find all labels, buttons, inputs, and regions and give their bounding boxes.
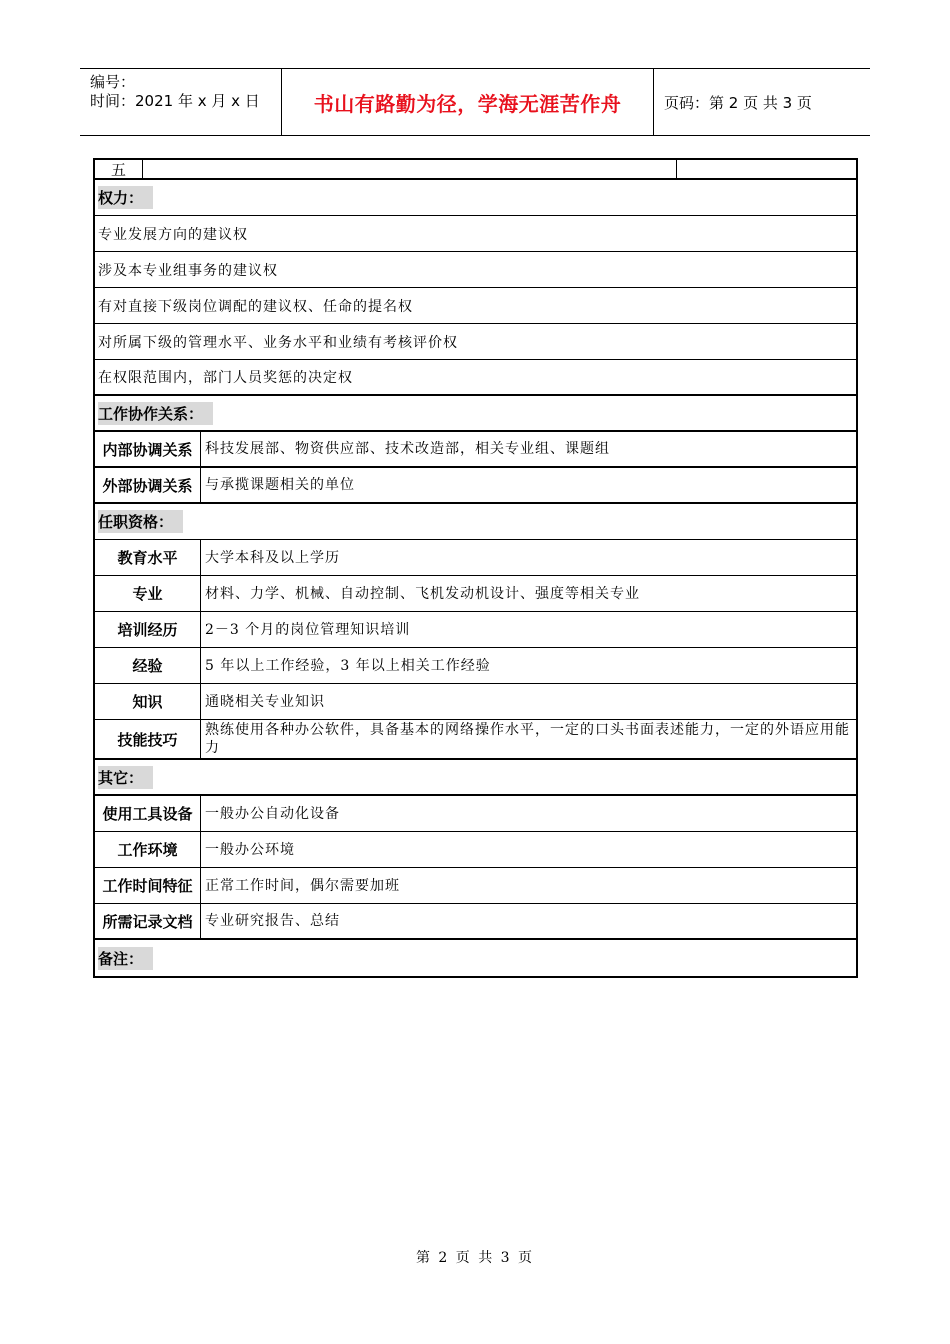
row-label: 经验 [95,648,201,683]
job-description-table [93,158,858,978]
row-label: 知识 [95,684,201,719]
section-title: 权力： [98,186,153,209]
header-page-number: 页码：第 2 页 共 3 页 [664,93,812,112]
section-header-collab [95,396,856,432]
empty-cell [677,160,856,178]
header-slogan: 书山有路勤为径，学海无涯苦作舟 [282,69,654,135]
row-label: 外部协调关系 [95,468,201,502]
list-item [95,360,856,396]
section-title: 工作协作关系： [98,402,213,425]
power-item: 有对直接下级岗位调配的建议权、任命的提名权 [98,298,413,315]
section-title: 任职资格： [98,510,183,533]
table-row [95,432,856,468]
page-header [80,68,870,136]
row-label: 技能技巧 [95,720,201,758]
row-value: 熟练使用各种办公软件，具备基本的网络操作水平，一定的口头书面表述能力，一定的外语应用能力 [205,722,850,756]
power-item: 专业发展方向的建议权 [98,226,248,243]
row-label: 使用工具设备 [95,796,201,831]
section-title: 备注： [98,947,153,970]
row-label: 专业 [95,576,201,611]
table-row [95,612,856,648]
row-value: 专业研究报告、总结 [205,913,340,929]
header-meta [80,69,282,135]
row-label: 培训经历 [95,612,201,647]
row-value: 科技发展部、物资供应部、技术改造部，相关专业组、课题组 [205,441,610,457]
page-footer: 第 2 页 共 3 页 [415,1250,535,1266]
table-row [95,832,856,868]
row-value: 正常工作时间，偶尔需要加班 [205,877,400,894]
table-row [95,468,856,504]
number-label: 编号： [90,73,136,91]
row-value: 通晓相关专业知识 [205,693,325,710]
table-row [95,720,856,760]
row-value: 材料、力学、机械、自动控制、飞机发动机设计、强度等相关专业 [205,585,640,602]
row-value: 大学本科及以上学历 [205,549,340,566]
section-header-other [95,760,856,796]
power-item: 涉及本专业组事务的建议权 [98,262,278,279]
section-title: 其它： [98,766,153,789]
power-item: 在权限范围内，部门人员奖惩的决定权 [98,370,353,386]
row-label: 所需记录文档 [95,904,201,938]
row-number: 五 [95,160,143,178]
list-item [95,216,856,252]
list-item [95,252,856,288]
section-header-qualification [95,504,856,540]
row-label: 工作时间特征 [95,868,201,903]
time-label: 时间：2021 年 x 月 x 日 [90,92,260,110]
row-label: 工作环境 [95,832,201,867]
table-row [95,684,856,720]
row-label: 教育水平 [95,540,201,575]
empty-cell [143,160,677,178]
table-row [95,160,856,180]
row-label: 内部协调关系 [95,432,201,466]
row-value: 与承揽课题相关的单位 [205,477,355,493]
row-value: 2－3 个月的岗位管理知识培训 [205,621,411,638]
table-row [95,540,856,576]
section-header-remark [95,940,856,976]
row-value: 5 年以上工作经验，3 年以上相关工作经验 [205,657,491,674]
table-row [95,576,856,612]
table-row [95,868,856,904]
list-item [95,288,856,324]
section-header-power [95,180,856,216]
row-value: 一般办公环境 [205,841,295,858]
table-row [95,648,856,684]
list-item [95,324,856,360]
power-item: 对所属下级的管理水平、业务水平和业绩有考核评价权 [98,334,458,351]
row-value: 一般办公自动化设备 [205,805,340,822]
table-row [95,904,856,940]
table-row [95,796,856,832]
